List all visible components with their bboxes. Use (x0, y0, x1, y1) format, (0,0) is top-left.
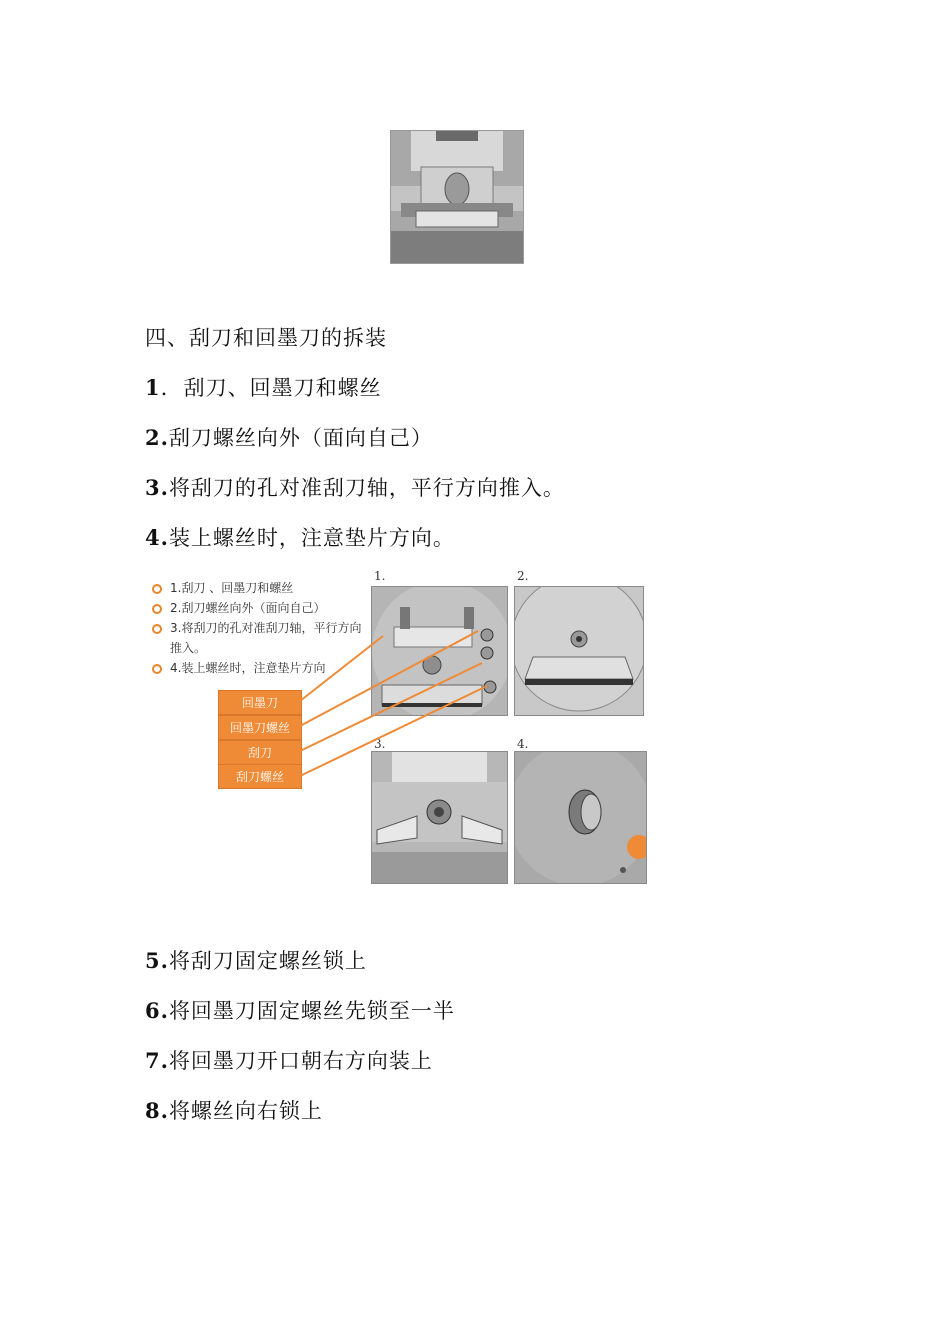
label-squeegee: 刮刀 (218, 740, 302, 765)
step-number: 6. (145, 998, 169, 1023)
step-text: 刮刀螺丝向外（面向自己） (168, 426, 433, 450)
slide-bullet: 1.刮刀 、回墨刀和螺丝 (152, 578, 364, 598)
step-text: 刮刀、回墨刀和螺丝 (168, 376, 382, 400)
step-number: 4. (145, 525, 169, 550)
step-number: 1 (145, 375, 161, 400)
step-5 (145, 945, 367, 975)
label-squeegee-screw: 刮刀螺丝 (218, 764, 302, 789)
step-number: 5. (145, 948, 169, 973)
panel-number-3: 3. (374, 737, 386, 751)
slide-bullet: 4.装上螺丝时，注意垫片方向 (152, 658, 364, 678)
panel-number-2: 2. (517, 569, 529, 583)
step-8 (145, 1095, 323, 1125)
step-number: 7. (145, 1048, 169, 1073)
step-text: 将回墨刀开口朝右方向装上 (168, 1049, 433, 1073)
step-6 (145, 995, 455, 1025)
step-number: 8. (145, 1098, 169, 1123)
step-7 (145, 1045, 433, 1075)
step-text: 将回墨刀固定螺丝先锁至一半 (168, 999, 455, 1023)
slide-bullet: 2.刮刀螺丝向外（面向自己） (152, 598, 364, 618)
panel-number-4: 4. (517, 737, 529, 751)
step-number: 2. (145, 425, 169, 450)
label-ink-return-screw: 回墨刀螺丝 (218, 715, 302, 740)
step-text: 将刮刀固定螺丝锁上 (168, 949, 367, 973)
step-text: 将刮刀的孔对准刮刀轴，平行方向推入。 (168, 476, 565, 500)
step-number: 3. (145, 475, 169, 500)
step-text: 装上螺丝时，注意垫片方向。 (168, 526, 455, 550)
step-text: 将螺丝向右锁上 (168, 1099, 323, 1123)
label-ink-return-blade: 回墨刀 (218, 690, 302, 715)
step-separator: . (160, 376, 169, 400)
section-heading: 四、刮刀和回墨刀的拆装 (145, 326, 387, 350)
panel-number-1: 1. (374, 569, 386, 583)
slide-bullet: 3.将刮刀的孔对准刮刀轴，平行方向推入。 (152, 618, 364, 658)
